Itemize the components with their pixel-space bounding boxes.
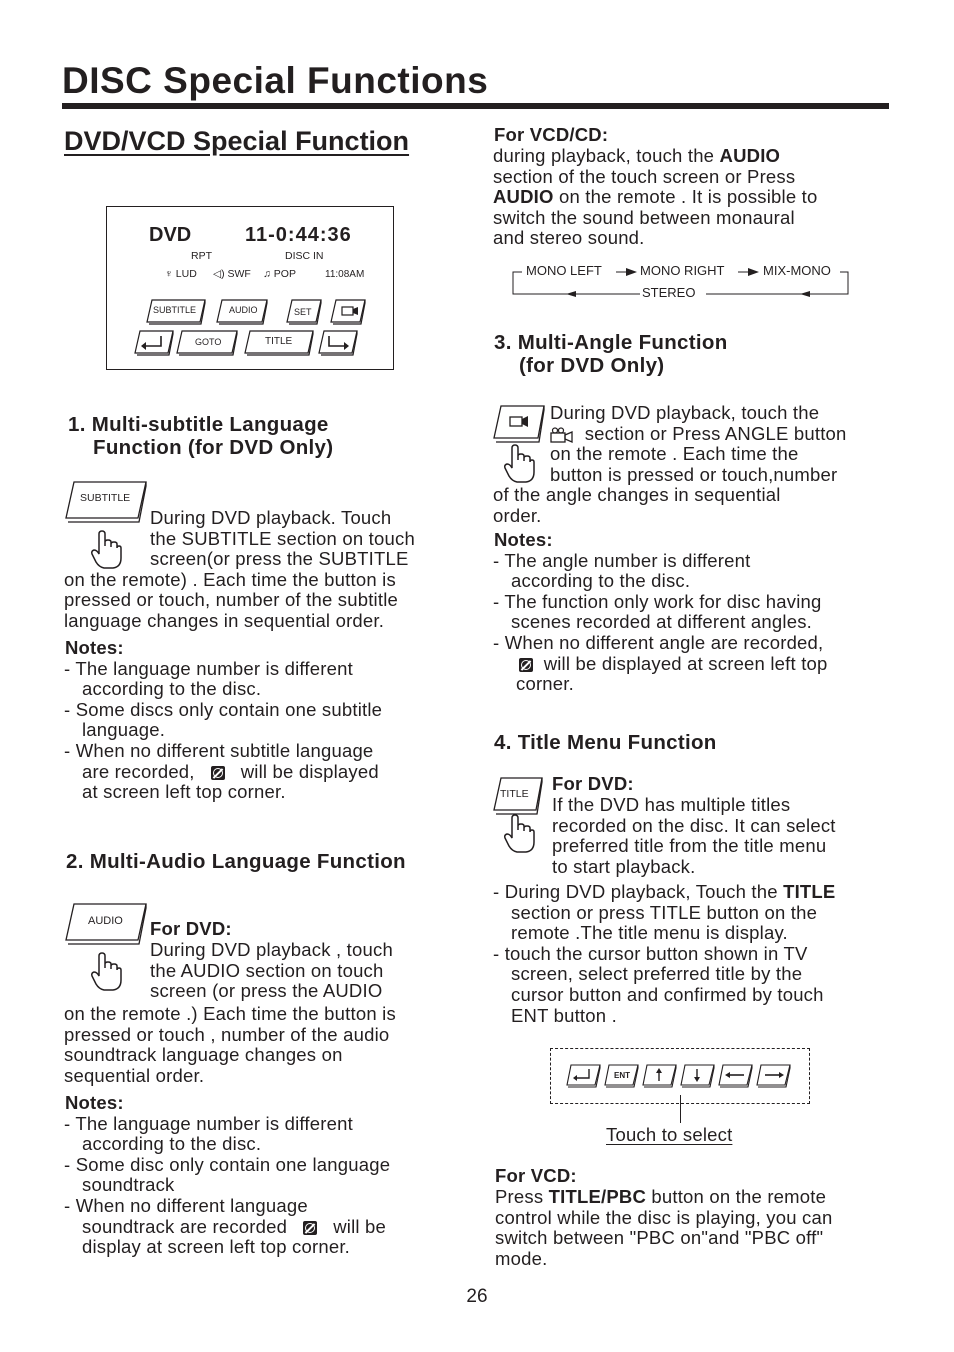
s2-body-3: screen (or press the AUDIO: [150, 980, 383, 1002]
vcd-audio-line3: AUDIO on the remote . It is possible to: [493, 186, 818, 208]
s2-note-1b: according to the disc.: [82, 1133, 262, 1155]
s2-note-3c: display at screen left top corner.: [82, 1236, 350, 1258]
s1-body-4: on the remote) . Each time the button is: [64, 568, 396, 590]
s2-body-6: soundtrack language changes on: [64, 1044, 343, 1066]
s3-body-5: of the angle changes in sequential: [493, 484, 781, 506]
s2-body-7: sequential order.: [64, 1064, 205, 1086]
panel-clock: 11:08AM: [325, 269, 365, 280]
hand-pointer-icon: [503, 814, 535, 854]
speaker-icon: ◁): [213, 268, 225, 280]
touch-to-select-caption: Touch to select: [606, 1124, 733, 1145]
s4-vcd-line1: Press TITLE/PBC button on the remote: [495, 1186, 827, 1207]
s2-body-2: the AUDIO section on touch: [150, 959, 384, 981]
vcd-audio-line4: switch the sound between monaural: [493, 206, 795, 228]
vcd-audio-heading: For VCD/CD:: [494, 124, 609, 145]
page-title: DISC Special Functions: [62, 60, 489, 101]
section3-heading-line2: (for DVD Only): [519, 354, 665, 377]
panel-pop: ♫ POP: [263, 268, 296, 280]
panel-disc-in: DISC IN: [285, 250, 324, 262]
s4-vcd-line2: control while the disc is playing, you can: [495, 1206, 833, 1228]
title-key-icon: TITLE: [494, 776, 544, 814]
s4-bullet-2c: cursor button and confirmed by touch: [511, 984, 824, 1005]
section1-heading-line1: 1. Multi-subtitle Language: [68, 413, 329, 436]
section2-heading: 2. Multi-Audio Language Function: [66, 850, 406, 873]
s3-body-2: section or Press ANGLE button: [550, 424, 847, 445]
s4-body-1: If the DVD has multiple titles: [552, 794, 791, 815]
s3-notes-label: Notes:: [494, 529, 553, 550]
loudness-icon: ♆: [165, 268, 173, 280]
s1-body-1: During DVD playback. Touch: [150, 507, 392, 528]
callout-line: [680, 1095, 681, 1123]
s1-note-3b: are recorded, will be displayed: [82, 760, 379, 782]
section4-heading: 4. Title Menu Function: [494, 731, 717, 754]
s3-note-1: - The angle number is different: [493, 549, 751, 571]
s3-note-3b: will be displayed at screen left top: [519, 654, 828, 675]
mono-left-label: MONO LEFT: [526, 263, 602, 278]
s4-for-dvd: For DVD:: [552, 773, 634, 794]
s1-note-3: - When no different subtitle language: [64, 740, 374, 761]
s4-for-vcd: For VCD:: [495, 1165, 577, 1186]
s4-vcd-line4: mode.: [495, 1247, 548, 1269]
s4-bullet-1b: section or press TITLE button on the: [511, 901, 818, 923]
hand-pointer-icon: [503, 444, 535, 484]
s3-note-2: - The function only work for disc having: [493, 590, 822, 612]
audio-button[interactable]: AUDIO: [217, 298, 269, 324]
cursor-down-button[interactable]: [681, 1064, 715, 1088]
s1-note-1b: according to the disc.: [82, 678, 262, 700]
camera-angle-icon: [550, 427, 574, 443]
s2-note-3b: soundtrack are recorded will be: [82, 1215, 387, 1237]
section3-heading-line1: 3. Multi-Angle Function: [494, 331, 728, 354]
s2-body-4: on the remote .) Each time the button is: [64, 1003, 396, 1024]
goto-button[interactable]: GOTO: [177, 329, 239, 355]
s4-bullet-2d: ENT button .: [511, 1004, 617, 1026]
section-title: DVD/VCD Special Function: [64, 126, 410, 156]
angle-button[interactable]: [331, 298, 367, 324]
title-rule: [62, 103, 889, 109]
ent-button[interactable]: ENT: [605, 1064, 639, 1088]
hand-pointer-icon: [90, 952, 122, 992]
panel-lud: ♆ LUD: [165, 268, 197, 280]
music-note-icon: ♫: [263, 268, 271, 280]
s3-note-1b: according to the disc.: [511, 570, 691, 592]
s1-note-2: - Some discs only contain one subtitle: [64, 698, 383, 720]
subtitle-button[interactable]: SUBTITLE: [147, 298, 207, 324]
s3-body-6: order.: [493, 505, 542, 526]
set-button[interactable]: SET: [287, 298, 323, 324]
cursor-right-button[interactable]: [757, 1064, 791, 1088]
panel-rpt: RPT: [191, 250, 212, 262]
s2-body-1: During DVD playback , touch: [150, 939, 393, 960]
panel-mode: DVD: [149, 224, 192, 246]
s2-note-1: - The language number is different: [64, 1112, 353, 1134]
s3-note-3: - When no different angle are recorded,: [493, 632, 824, 653]
cursor-left-button[interactable]: [719, 1064, 753, 1088]
vcd-audio-line2: section of the touch screen or Press: [493, 165, 796, 187]
vcd-audio-line5: and stereo sound.: [493, 227, 645, 249]
audio-key-icon: AUDIO: [66, 902, 148, 944]
enter-left-button[interactable]: [135, 329, 175, 355]
subtitle-key-icon: SUBTITLE: [66, 480, 148, 522]
s1-body-6: language changes in sequential order.: [64, 610, 385, 631]
s4-bullet-1c: remote .The title menu is display.: [511, 922, 788, 944]
s3-body-4: button is pressed or touch,number: [550, 463, 838, 485]
s2-note-3: - When no different language: [64, 1195, 308, 1216]
s1-body-5: pressed or touch, number of the subtitle: [64, 589, 398, 611]
s4-bullet-2: - touch the cursor button shown in TV: [493, 942, 808, 964]
stereo-label: STEREO: [642, 285, 696, 300]
page-number: 26: [466, 1286, 488, 1307]
s3-body-3: on the remote . Each time the: [550, 443, 799, 465]
s3-note-3c: corner.: [516, 673, 574, 695]
s3-note-2b: scenes recorded at different angles.: [511, 611, 812, 633]
s1-body-2: the SUBTITLE section on touch: [150, 527, 415, 549]
title-button[interactable]: TITLE: [245, 329, 315, 355]
s4-body-3: preferred title from the title menu: [552, 835, 827, 857]
s4-body-2: recorded on the disc. It can select: [552, 814, 836, 836]
s2-note-2b: soundtrack: [82, 1174, 175, 1196]
hand-pointer-icon: [90, 530, 122, 570]
enter-return-button[interactable]: [567, 1064, 601, 1088]
touch-screen-panel: [106, 206, 394, 370]
s1-body-3: screen(or press the SUBTITLE: [150, 548, 409, 570]
section1-heading-line2: Function (for DVD Only): [93, 436, 334, 459]
s4-vcd-line3: switch between "PBC on"and "PBC off": [495, 1227, 824, 1249]
mix-mono-label: MIX-MONO: [763, 263, 831, 278]
no-sign-icon: [211, 766, 225, 780]
s2-note-2: - Some disc only contain one language: [64, 1153, 391, 1175]
no-sign-icon: [303, 1221, 317, 1235]
panel-time: 11-0:44:36: [245, 224, 352, 246]
s2-notes-label: Notes:: [65, 1092, 124, 1113]
s1-notes-label: Notes:: [65, 637, 124, 658]
s4-body-4: to start playback.: [552, 855, 696, 877]
cursor-up-button[interactable]: [643, 1064, 677, 1088]
return-button[interactable]: [319, 329, 359, 355]
s3-body-1: During DVD playback, touch the: [550, 402, 820, 423]
sound-cycle-diagram: [510, 262, 850, 302]
no-sign-icon: [519, 658, 533, 672]
s1-note-1: - The language number is different: [64, 657, 353, 679]
s2-for-dvd: For DVD:: [150, 918, 232, 939]
angle-key-icon: [494, 404, 546, 442]
s2-body-5: pressed or touch , number of the audio: [64, 1023, 390, 1045]
s1-note-3c: at screen left top corner.: [82, 781, 286, 803]
vcd-audio-line1: during playback, touch the AUDIO: [493, 145, 781, 166]
s4-bullet-1: - During DVD playback, Touch the TITLE: [493, 881, 836, 902]
panel-swf: ◁) SWF: [213, 268, 251, 280]
mono-right-label: MONO RIGHT: [640, 263, 725, 278]
s1-note-2b: language.: [82, 719, 166, 741]
s4-bullet-2b: screen, select preferred title by the: [511, 963, 803, 985]
